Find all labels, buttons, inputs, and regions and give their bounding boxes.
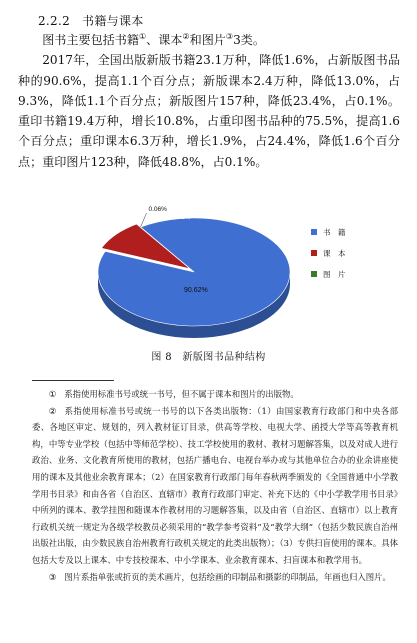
footnote-text: 系指使用标准书号或统一书号，但不属于课本和图片的出版物。	[64, 389, 299, 399]
data-label-2: 0.06%	[148, 206, 167, 214]
stats-paragraph: 2017年，全国出版新版书籍23.1万种，降低1.6%，占新版图书品种的90.6%，提高1.1个百分点；新版课本2.4万种，降低13.0%，占9.3%，降低1.1个百分点；新版图片157种，降低23.4%，占0.1%。重印书籍19.4万种，增长10.8%，占重印图书品种的75.5%，提高1.6个百分点；重印课本6.3万种，增长1.9%，占24.4%，降低1.6个百分点；重印图片123种，降低48.8%，占0.1%。	[18, 53, 400, 169]
legend	[311, 227, 346, 279]
footnote-3	[32, 569, 398, 586]
footnote-1	[32, 386, 398, 403]
pie-chart-svg	[98, 190, 380, 348]
legend-label-1: 课 本	[323, 249, 346, 258]
section-title: 书籍与课本	[82, 14, 144, 28]
footnote-text: 系指使用标准书号或统一书号的以下各类出版物：（1）由国家教育行政部门和中央各部委、各地区审定、规划的，列入教材征订目录，供高等学校、电视大学、函授大学等高等教育机构，中等专业学校（包括中等师范学校）、技工学校使用的教材、教材习题解答集，以及对成人进行政治、业务、文化教育所使用的教材，包括广播电台、电视台举办或与其他单位合办的业余讲座使用的课本及其他业余教育课本；（2）在国家教育行政部门每年春秋两季颁发的《全国普通中小学教学用书目录》和由各省（自治区、直辖市）教育行政部门审定、补充下达的《中小学教学用书目录》中所列的课本、教学挂图和随课本作教材用的习题解答集，以及由省（自治区、直辖市）以上教育行政机关统一规定为各级学校教员必须采用的“教学参考资料”及“教学大纲”（包括少数民族自治州出版社出版，由少数民族自治州教育行政机关规定的此类出版物）；（3）专供扫盲使用的课本。具体包括大专及以上课本、中专技校课本、中小学课本、业余教育课本、扫盲课本和教学用书。	[32, 405, 398, 565]
section-heading	[38, 12, 144, 29]
legend-swatch-2	[311, 271, 317, 277]
footnotes	[32, 386, 398, 585]
pie-chart	[98, 190, 380, 348]
body-text	[18, 30, 400, 172]
section-number: 2.2.2	[38, 14, 71, 28]
footnote-ref-1[interactable]: ①	[138, 31, 147, 41]
intro-text-3: 和图片	[189, 33, 226, 47]
intro-text-2: 、课本	[146, 33, 183, 47]
data-label-0: 90.62%	[184, 287, 208, 294]
footnote-ref-3[interactable]: ③	[225, 31, 234, 41]
intro-paragraph	[18, 30, 400, 50]
figure-caption: 图 8 新版图书品种结构	[151, 352, 266, 363]
legend-label-0: 书 籍	[323, 228, 346, 237]
intro-text-1: 图书主要包括书籍	[42, 33, 139, 47]
data-label-1: 9.32%	[172, 214, 191, 221]
footnote-2	[32, 403, 398, 569]
legend-swatch-0	[311, 229, 317, 235]
footnote-ref-2[interactable]: ②	[182, 31, 190, 41]
footnote-mark: ③	[48, 571, 57, 582]
intro-text-4: 3类。	[233, 33, 265, 47]
footnote-mark: ①	[48, 389, 57, 399]
legend-label-2: 图 片	[323, 270, 346, 279]
footnote-mark: ②	[48, 405, 57, 416]
legend-swatch-1	[311, 250, 317, 256]
footnote-divider	[32, 380, 114, 381]
footnote-text: 图片系指单张或折页的美术画片，包括绘画的印制品和摄影的印制品，年画也归入图片。	[64, 571, 391, 582]
